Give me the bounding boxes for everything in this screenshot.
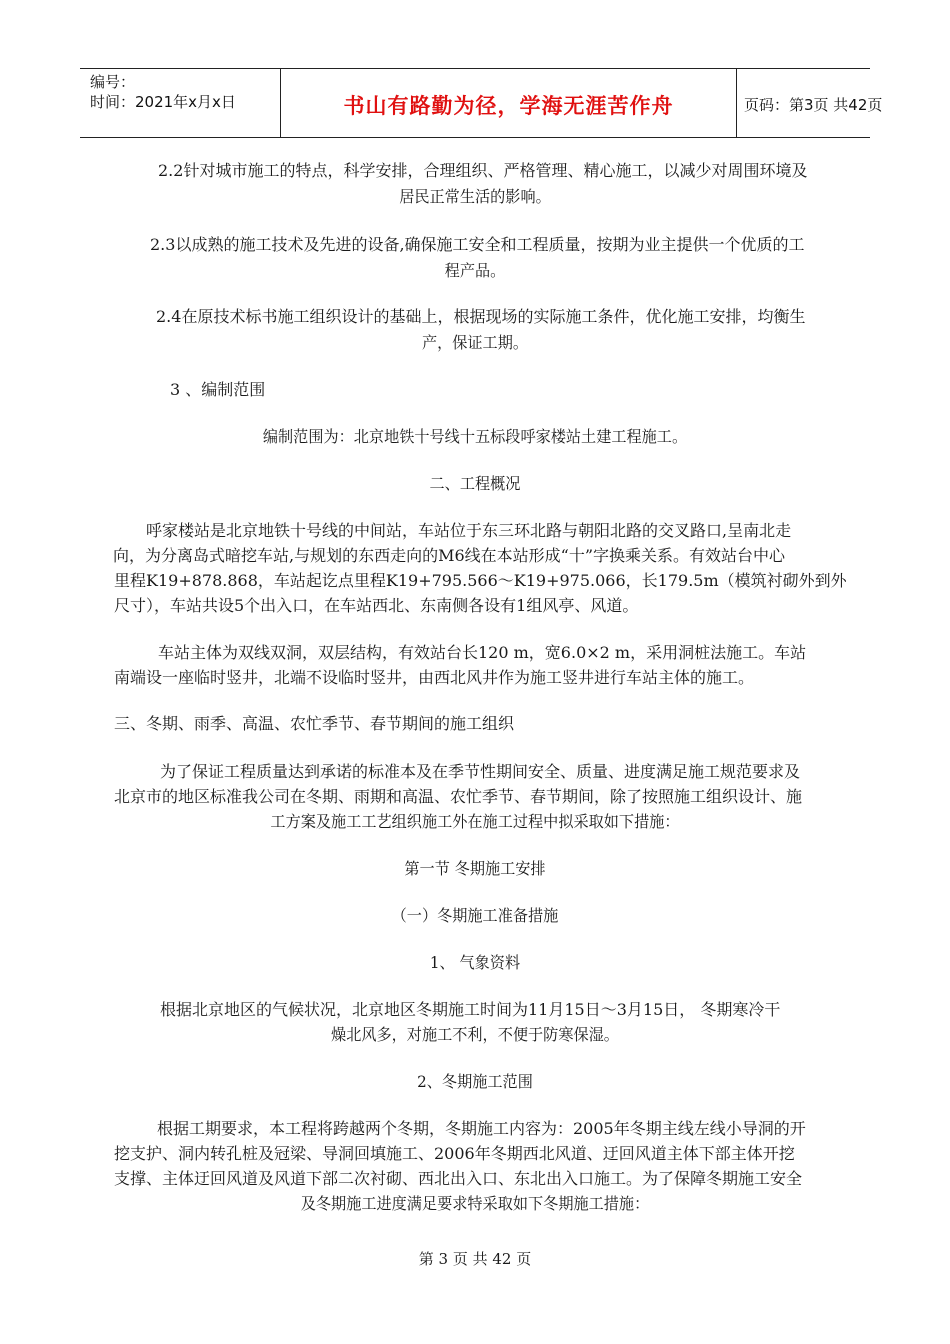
section-heading: 2、冬期施工范围 — [417, 1072, 533, 1091]
header-page-info: 页码：第3页 共42页 — [744, 96, 883, 114]
body-line: 为了保证工程质量达到承诺的标准本及在季节性期间安全、质量、进度满足施工规范要求及 — [160, 762, 801, 781]
header-info-cell — [80, 69, 280, 137]
body-line: 根据北京地区的气候状况，北京地区冬期施工时间为11月15日～3月15日， 冬期寒冷干 — [160, 1000, 781, 1019]
document-number-label: 编号： — [90, 73, 136, 91]
body-line: 产，保证工期。 — [421, 333, 529, 352]
body-line: 里程K19+878.868，车站起讫点里程K19+795.566～K19+975.066，长179.5m（模筑衬砌外到外 — [114, 571, 847, 590]
document-date: 时间：2021年x月x日 — [90, 93, 236, 111]
header-motto-cell — [280, 69, 737, 137]
section-heading: 3 、编制范围 — [170, 380, 266, 399]
body-line: 根据工期要求，本工程将跨越两个冬期，冬期施工内容为：2005年冬期主线左线小导洞的开 — [157, 1119, 806, 1138]
body-line: 支撑、主体迂回风道及风道下部二次衬砌、西北出入口、东北出入口施工。为了保障冬期施工安全 — [114, 1169, 803, 1188]
header-page-cell — [736, 69, 883, 137]
body-line: 向，为分离岛式暗挖车站,与规划的东西走向的M6线在本站形成“十”字换乘关系。有效站台中心 — [113, 546, 786, 565]
body-line: 尺寸），车站共设5个出入口，在车站西北、东南侧各设有1组风亭、风道。 — [114, 596, 639, 615]
body-line: 编制范围为：北京地铁十号线十五标段呼家楼站土建工程施工。 — [262, 427, 688, 446]
body-line: 南端设一座临时竖井，北端不设临时竖井，由西北风井作为施工竖井进行车站主体的施工。 — [114, 668, 755, 687]
body-line: 燥北风多，对施工不利，不便于防寒保湿。 — [331, 1025, 619, 1044]
body-line: 2.4在原技术标书施工组织设计的基础上，根据现场的实际施工条件，优化施工安排，均衡生 — [156, 307, 806, 326]
body-line: 2.2针对城市施工的特点，科学安排，合理组织、严格管理、精心施工，以减少对周围环境及 — [158, 161, 808, 180]
body-line: 车站主体为双线双洞，双层结构，有效站台长120 m，宽6.0×2 m，采用洞桩法施工。车站 — [158, 643, 807, 662]
body-line: 程产品。 — [444, 261, 506, 280]
section-heading: （一）冬期施工准备措施 — [391, 906, 559, 925]
body-line: 呼家楼站是北京地铁十号线的中间站，车站位于东三环北路与朝阳北路的交叉路口,呈南北走 — [146, 521, 792, 540]
section-heading: 二、工程概况 — [429, 474, 521, 493]
body-line: 工方案及施工工艺组织施工外在施工过程中拟采取如下措施： — [270, 812, 680, 831]
body-line: 2.3以成熟的施工技术及先进的设备,确保施工安全和工程质量，按期为业主提供一个优质的工 — [150, 235, 805, 254]
body-line: 北京市的地区标准我公司在冬期、雨期和高温、农忙季节、春节期间，除了按照施工组织设计、施 — [114, 787, 803, 806]
body-line: 挖支护、洞内转孔桩及冠梁、导洞回填施工、2006年冬期西北风道、迂回风道主体下部主体开挖 — [114, 1144, 795, 1163]
header-motto: 书山有路勤为径，学海无涯苦作舟 — [343, 94, 674, 118]
body-line: 及冬期施工进度满足要求特采取如下冬期施工措施： — [300, 1194, 650, 1213]
section-heading: 第一节 冬期施工安排 — [404, 859, 546, 878]
section-heading: 三、冬期、雨季、高温、农忙季节、春节期间的施工组织 — [114, 714, 515, 733]
page-footer: 第 3 页 共 42 页 — [418, 1250, 532, 1268]
page-header — [80, 68, 883, 138]
section-heading: 1、 气象资料 — [429, 953, 521, 972]
body-line: 居民正常生活的影响。 — [399, 187, 551, 206]
